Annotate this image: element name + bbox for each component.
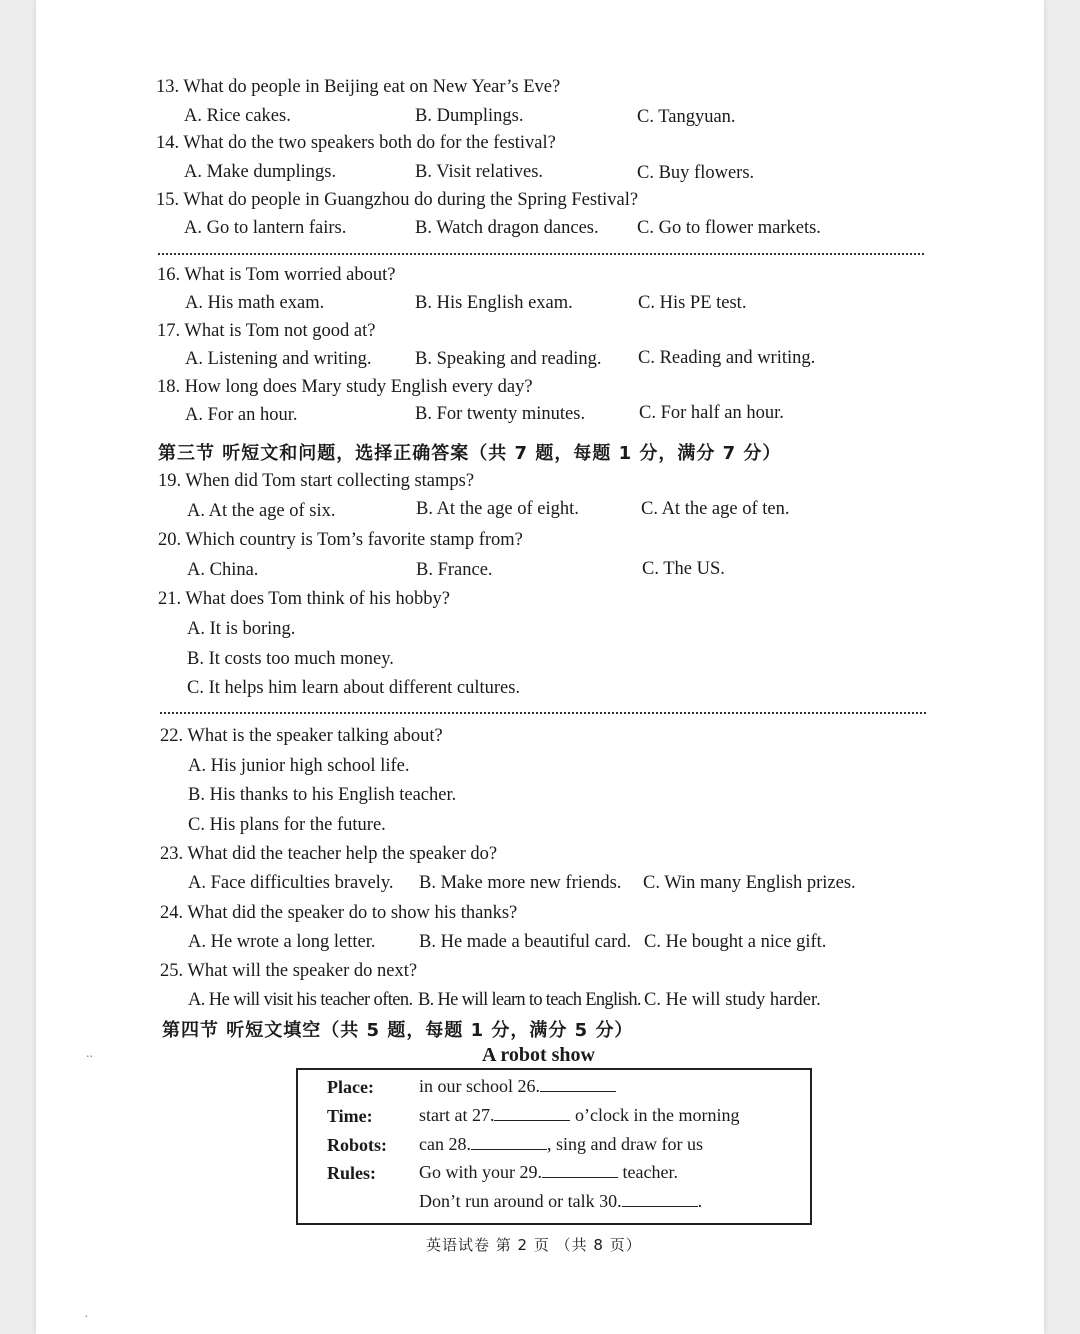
question-25: 25. What will the speaker do next? [160,961,418,981]
row-rules [419,1162,678,1183]
option-24a: A. He wrote a long letter. [188,932,376,952]
option-14a: A. Make dumplings. [184,162,337,182]
row-robots-text: can 28. [419,1134,471,1154]
option-20b: B. France. [416,560,493,580]
option-18a: A. For an hour. [185,405,298,425]
blank-30[interactable] [622,1192,698,1207]
option-18b: B. For twenty minutes. [415,404,586,424]
question-14: 14. What do the two speakers both do for the festival? [156,133,556,153]
label-time: Time: [327,1106,373,1126]
option-23b: B. Make more new friends. [419,873,622,893]
option-15b: B. Watch dragon dances. [415,218,599,238]
row-rules-2-text: Don’t run around or talk 30. [419,1191,622,1211]
option-22c: C. His plans for the future. [188,815,386,835]
section-3-heading: 第三节 听短文和问题，选择正确答案（共 7 题，每题 1 分，满分 7 分） [158,443,782,464]
row-robots-suffix: , sing and draw for us [546,1134,703,1154]
question-13: 13. What do people in Beijing eat on New Year’s Eve? [156,77,561,97]
option-14b: B. Visit relatives. [415,162,544,182]
label-place: Place: [327,1077,374,1097]
option-13b: B. Dumplings. [415,106,524,126]
row-time [419,1105,739,1126]
question-16: 16. What is Tom worried about? [157,265,396,285]
question-22: 22. What is the speaker talking about? [160,726,443,746]
question-15: 15. What do people in Guangzhou do during the Spring Festival? [156,190,639,210]
row-rules-2 [419,1191,702,1212]
option-16b: B. His English exam. [415,293,573,313]
row-rules-text: Go with your 29. [419,1162,542,1182]
row-time-text: start at 27. [419,1105,495,1125]
label-rules: Rules: [327,1163,376,1183]
question-21: 21. What does Tom think of his hobby? [158,589,450,609]
row-rules-2-suffix: . [697,1191,703,1211]
row-robots [419,1134,703,1155]
row-place-text: in our school 26. [419,1076,540,1096]
option-22b: B. His thanks to his English teacher. [188,785,457,805]
option-24b: B. He made a beautiful card. [419,932,632,952]
option-19b: B. At the age of eight. [416,499,579,519]
option-20c: C. The US. [642,559,725,579]
option-16c: C. His PE test. [638,293,747,313]
option-25a: A. He will visit his teacher often. [188,990,413,1010]
option-21c: C. It helps him learn about different cultures. [187,678,521,698]
option-19c: C. At the age of ten. [641,499,790,519]
option-17a: A. Listening and writing. [185,349,372,369]
blank-29[interactable] [542,1163,618,1178]
option-21b: B. It costs too much money. [187,649,394,669]
option-13a: A. Rice cakes. [184,106,291,126]
option-24c: C. He bought a nice gift. [644,932,827,952]
option-18c: C. For half an hour. [639,403,784,423]
row-time-suffix: o’clock in the morning [570,1105,740,1125]
corner-mark: · [84,1310,89,1325]
option-14c: C. Buy flowers. [637,163,755,183]
label-robots: Robots: [327,1135,388,1155]
option-23c: C. Win many English prizes. [643,873,856,893]
question-23: 23. What did the teacher help the speaker do? [160,844,498,864]
blank-27[interactable] [494,1106,570,1121]
option-17b: B. Speaking and reading. [415,349,602,369]
option-25b: B. He will learn to teach English. [418,990,641,1010]
question-17: 17. What is Tom not good at? [157,321,376,341]
margin-mark: .. [86,1046,93,1061]
option-15a: A. Go to lantern fairs. [184,218,347,238]
option-16a: A. His math exam. [185,293,325,313]
row-rules-suffix: teacher. [618,1162,678,1182]
option-22a: A. His junior high school life. [188,756,410,776]
option-25c: C. He will study harder. [644,990,821,1010]
question-19: 19. When did Tom start collecting stamps? [158,471,475,491]
blank-26[interactable] [540,1077,616,1092]
option-20a: A. China. [187,560,259,580]
question-24: 24. What did the speaker do to show his thanks? [160,903,518,923]
page-footer: 英语试卷 第 2 页 （共 8 页） [426,1236,642,1254]
blank-28[interactable] [471,1135,547,1150]
row-place [419,1076,616,1097]
option-19a: A. At the age of six. [187,501,336,521]
question-18: 18. How long does Mary study English every day? [157,377,533,397]
option-15c: C. Go to flower markets. [637,218,821,238]
dotted-divider-2 [160,712,926,714]
robot-show-title: A robot show [482,1044,595,1066]
question-20: 20. Which country is Tom’s favorite stamp from? [158,530,523,550]
section-4-heading: 第四节 听短文填空（共 5 题，每题 1 分，满分 5 分） [162,1020,634,1041]
option-17c: C. Reading and writing. [638,348,816,368]
option-23a: A. Face difficulties bravely. [188,873,394,893]
option-21a: A. It is boring. [187,619,296,639]
option-13c: C. Tangyuan. [637,107,736,127]
dotted-divider [158,253,924,255]
